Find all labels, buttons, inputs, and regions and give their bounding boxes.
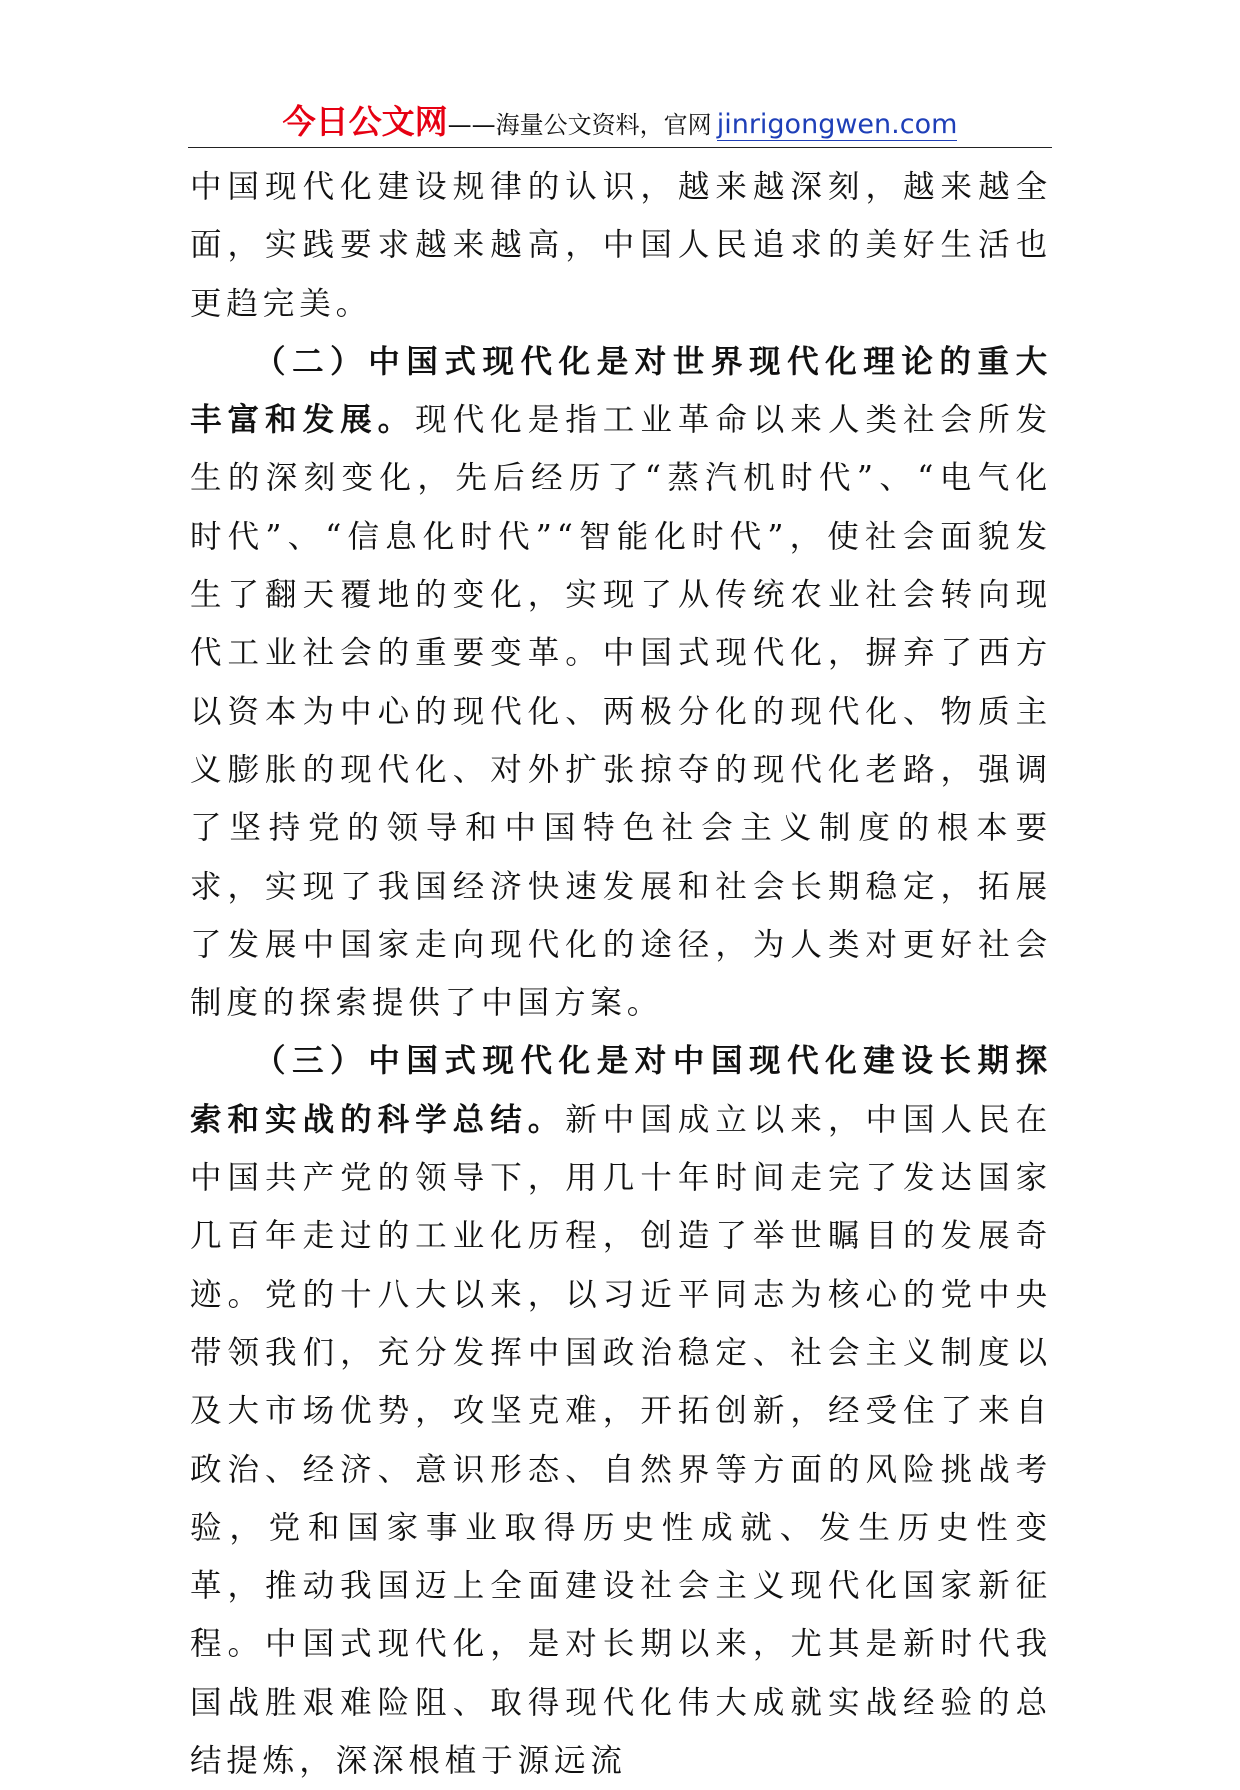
header-separator: ——	[447, 111, 496, 139]
paragraph-text: 现代化是指工业革命以来人类社会所发生的深刻变化，先后经历了“蒸汽机时代”、“电气化时代”、“信息化时代”“智能化时代”，使社会面貌发生了翻天覆地的变化，实现了从传统农业社会转向现代工业社会的重要变革。中国式现代化，摒弃了西方以资本为中心的现代化、两极分化的现代化、物质主义膨胀的现代化、对外扩张掠夺的现代化老路，强调了坚持党的领导和中国特色社会主义制度的根本要求，实现了我国经济快速发展和社会长期稳定，拓展了发展中国家走向现代化的途径，为人类对更好社会制度的探索提供了中国方案。	[190, 402, 1052, 1022]
section-heading: （二）中国式现代化是对世界现代化理论的重大丰富和发展。	[190, 342, 1052, 439]
paragraph-text: 新中国成立以来，中国人民在中国共产党的领导下，用几十年时间走完了发达国家几百年走过的工业化历程，创造了举世瞩目的发展奇迹。党的十八大以来，以习近平同志为核心的党中央带领我们，充分发挥中国政治稳定、社会主义制度以及大市场优势，攻坚克难，开拓创新，经受住了来自政治、经济、意识形态、自然界等方面的风险挑战考验，党和国家事业取得历史性成就、发生历史性变革，推动我国迈上全面建设社会主义现代化国家新征程。中国式现代化，是对长期以来，尤其是新时代我国战胜艰难险阻、取得现代化伟大成就实战经验的总结提炼，深深根植于源远流	[190, 1101, 1052, 1780]
site-url-link[interactable]: jinrigongwen.com	[716, 109, 958, 140]
paragraph	[190, 158, 1052, 333]
paragraph	[190, 333, 1052, 1033]
site-brand: 今日公文网	[282, 102, 448, 141]
page-header	[0, 96, 1240, 143]
header-tagline: 海量公文资料，官网	[495, 111, 712, 139]
paragraph-text: 中国现代化建设规律的认识，越来越深刻，越来越全面，实践要求越来越高，中国人民追求的美好生活也更趋完美。	[190, 169, 1052, 322]
paragraph	[190, 1032, 1052, 1790]
section-heading: （三）中国式现代化是对中国现代化建设长期探索和实战的科学总结。	[190, 1042, 1052, 1138]
document-body	[190, 158, 1052, 1790]
header-divider	[188, 147, 1052, 148]
